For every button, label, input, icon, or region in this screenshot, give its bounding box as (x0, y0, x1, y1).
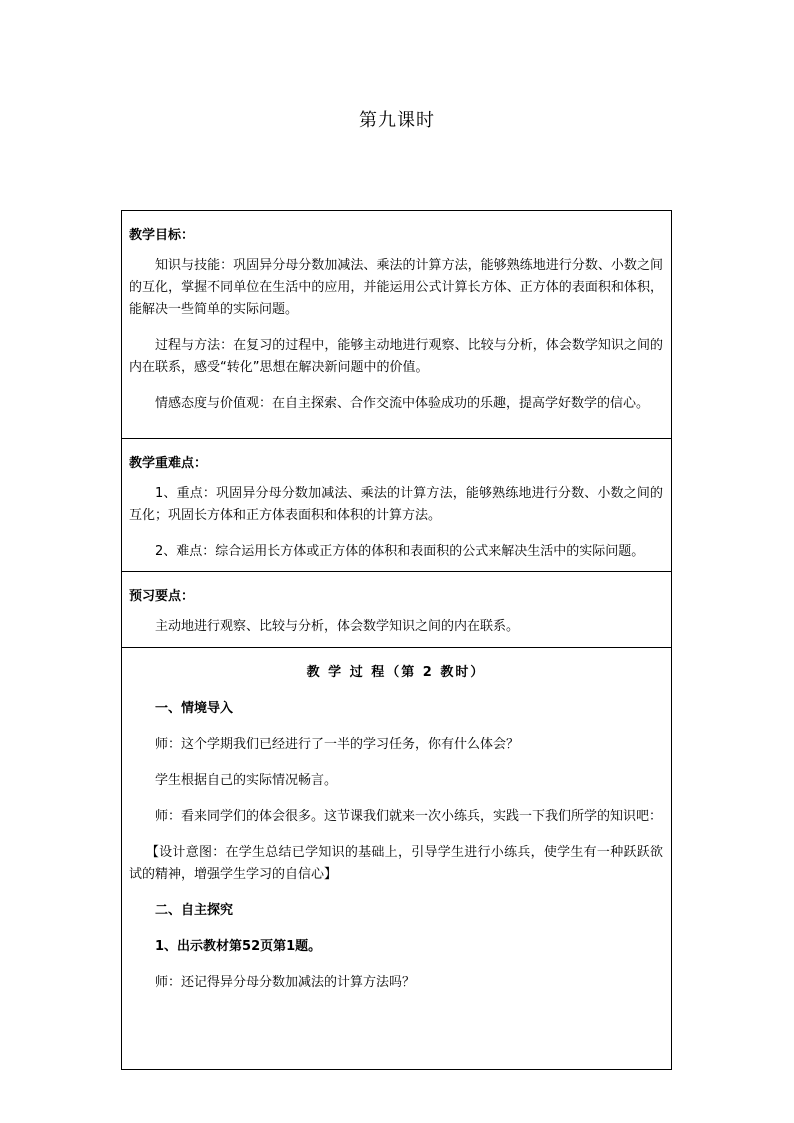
process-title: 教 学 过 程（第 2 教时） (306, 665, 486, 680)
section-heading-intro: 一、情境导入 (155, 701, 234, 716)
objective-attitude: 情感态度与价值观：在自主探索、合作交流中体验成功的乐趣，提高学好数学的信心。 (155, 396, 650, 411)
process-paragraph: 师：这个学期我们已经进行了一半的学习任务，你有什么体会？ (155, 737, 520, 752)
key-point-focus: 1、重点：巩固异分母分数加减法、乘法的计算方法，能够熟练地进行分数、小数之间的互化；巩固长方体和正方体表面积和体积的计算方法。 (129, 486, 663, 523)
preview-text: 主动地进行观察、比较与分析，体会数学知识之间的内在联系。 (155, 619, 520, 634)
process-paragraph: 师：还记得异分母分数加减法的计算方法吗？ (155, 975, 416, 990)
objective-knowledge: 知识与技能：巩固异分母分数加减法、乘法的计算方法，能够熟练地进行分数、小数之间的互化，掌握不同单位在生活中的应用，并能运用公式计算长方体、正方体的表面积和体积，能解决一些简单的实际问题。 (129, 258, 663, 317)
process-section (122, 648, 671, 1069)
key-points-heading: 教学重难点： (129, 456, 208, 471)
lesson-plan-table (121, 210, 672, 1070)
key-points-section (122, 439, 671, 572)
design-intent: 【设计意图：在学生总结已学知识的基础上，引导学生进行小练兵，使学生有一种跃跃欲试的精神，增强学生学习的自信心】 (129, 845, 663, 882)
objectives-heading: 教学目标： (129, 228, 195, 243)
objectives-section (122, 211, 671, 439)
key-point-difficulty: 2、难点：综合运用长方体或正方体的体积和表面积的公式来解决生活中的实际问题。 (155, 544, 645, 559)
exercise-item: 1、出示教材第52页第1题。 (155, 939, 322, 954)
preview-section (122, 572, 671, 648)
objective-process: 过程与方法：在复习的过程中，能够主动地进行观察、比较与分析，体会数学知识之间的内在联系，感受“转化”思想在解决新问题中的价值。 (129, 338, 663, 375)
process-paragraph: 师：看来同学们的体会很多。这节课我们就来一次小练兵，实践一下我们所学的知识吧： (155, 809, 663, 824)
preview-heading: 预习要点： (129, 589, 195, 604)
process-paragraph: 学生根据自己的实际情况畅言。 (155, 773, 338, 788)
page-title: 第九课时 (359, 110, 435, 131)
section-heading-explore: 二、自主探究 (155, 903, 234, 918)
